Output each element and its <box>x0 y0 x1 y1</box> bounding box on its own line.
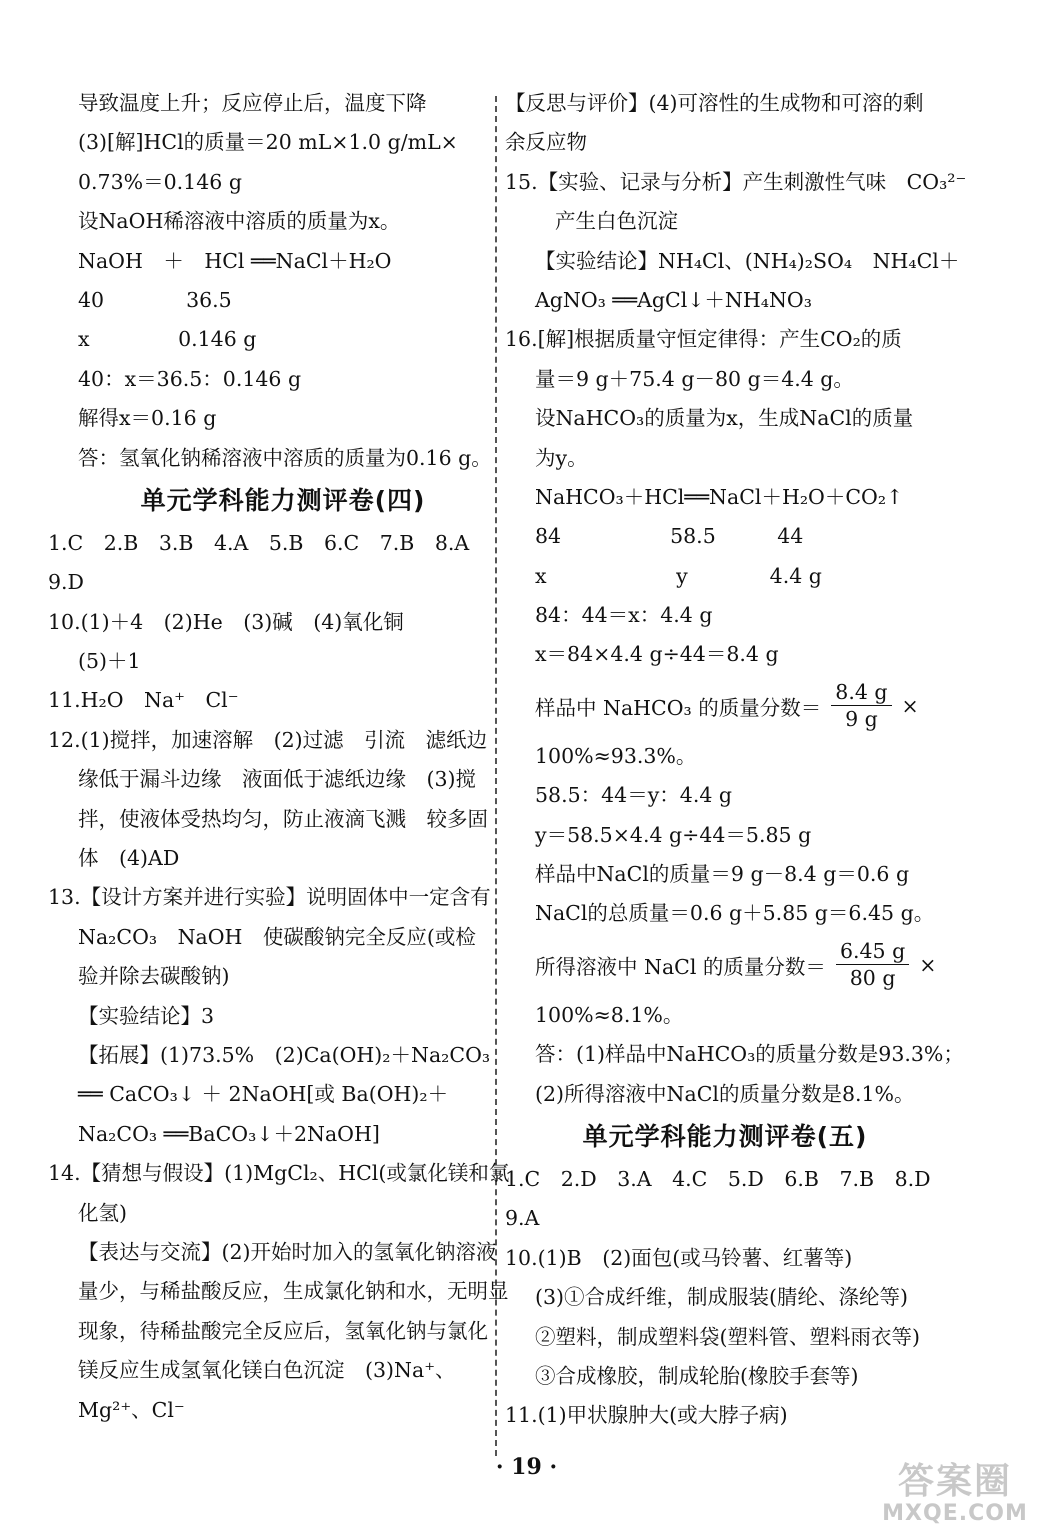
fraction-line <box>505 675 945 737</box>
mc-answers: 9.D <box>48 570 84 595</box>
text-line: ②塑料，制成塑料袋(塑料管、塑料雨衣等) <box>535 1324 920 1349</box>
section-title-5: 单元学科能力测评卷(五) <box>582 1121 868 1151</box>
text-line: 拌，使液体受热均匀，防止液滴飞溅 较多固 <box>78 806 488 831</box>
fraction-numerator: 6.45 g <box>836 938 909 965</box>
text-line: 余反应物 <box>505 130 587 155</box>
text-line: Mg²⁺、Cl⁻ <box>78 1397 185 1422</box>
text-line: 验并除去碳酸钠) <box>78 964 230 989</box>
question-14: 14.【猜想与假设】(1)MgCl₂、HCl(或氯化镁和氯 <box>48 1161 510 1186</box>
fraction-numerator: 8.4 g <box>831 679 891 706</box>
equation-line: 84 58.5 44 <box>535 524 804 549</box>
text-line: (3)①合成纤维，制成服装(腈纶、涤纶等) <box>535 1285 909 1310</box>
answer-line: 答：(1)样品中NaHCO₃的质量分数是93.3%； <box>535 1042 964 1067</box>
text-line: 现象，待稀盐酸完全反应后，氢氧化钠与氯化 <box>78 1318 488 1343</box>
text-line: 导致温度上升；反应停止后，温度下降 <box>78 91 427 115</box>
equation-line: 40 36.5 <box>78 287 232 312</box>
equation-line: ══ CaCO₃↓ ＋ 2NaOH[或 Ba(OH)₂＋ <box>78 1082 449 1107</box>
question-11: 11.(1)甲状腺肿大(或大脖子病) <box>505 1403 788 1428</box>
text-line: 【实验结论】3 <box>78 1003 215 1028</box>
equation-line: NaHCO₃＋HCl══NaCl＋H₂O＋CO₂↑ <box>535 484 904 509</box>
question-15: 15.【实验、记录与分析】产生刺激性气味 CO₃²⁻ <box>505 169 967 194</box>
section-title-4: 单元学科能力测评卷(四) <box>140 485 426 515</box>
text-line: 【表达与交流】(2)开始时加入的氢氧化钠溶液 <box>78 1239 497 1264</box>
text-line: 样品中NaCl的质量＝9 g－8.4 g＝0.6 g <box>535 862 910 887</box>
watermark-bottom: MXQE.COM <box>882 1501 1028 1526</box>
question-13: 13.【设计方案并进行实验】说明固体中一定含有 <box>48 885 491 910</box>
text-line: 为y。 <box>535 445 588 470</box>
equation-line: x 0.146 g <box>78 327 257 352</box>
text-line: 量少，与稀盐酸反应，生成氯化钠和水，无明显 <box>78 1279 509 1304</box>
times-sign: × <box>919 952 937 977</box>
equation-line: Na₂CO₃ ══BaCO₃↓＋2NaOH] <box>78 1121 380 1146</box>
equation-line: x y 4.4 g <box>535 563 822 588</box>
mc-answers: 1.C 2.B 3.B 4.A 5.B 6.C 7.B 8.A <box>48 530 470 555</box>
answer-line: (2)所得溶液中NaCl的质量分数是8.1%。 <box>535 1081 915 1106</box>
text-line: 量＝9 g＋75.4 g－80 g＝4.4 g。 <box>535 366 854 391</box>
times-sign: × <box>901 693 919 718</box>
text-line: 100%≈93.3%。 <box>535 743 697 768</box>
text-line: (3)[解]HCl的质量＝20 mL×1.0 g/mL× <box>78 130 458 155</box>
text-line: NaCl的总质量＝0.6 g＋5.85 g＝6.45 g。 <box>535 901 935 926</box>
text-line: 0.73%＝0.146 g <box>78 169 242 194</box>
watermark-logo <box>870 1462 1040 1530</box>
text-line: 解得x＝0.16 g <box>78 406 217 431</box>
fraction <box>831 679 891 732</box>
fraction-line <box>505 934 945 996</box>
question-12: 12.(1)搅拌，加速溶解 (2)过滤 引流 滤纸边 <box>48 727 488 752</box>
fraction-denominator: 9 g <box>845 707 878 732</box>
text-line: 设NaOH稀溶液中溶质的质量为x。 <box>78 209 401 234</box>
text-line: Na₂CO₃ NaOH 使碳酸钠完全反应(或检 <box>78 924 476 949</box>
fraction-prefix: 所得溶液中 NaCl 的质量分数＝ <box>535 954 826 979</box>
fraction-prefix: 样品中 NaHCO₃ 的质量分数＝ <box>535 695 822 720</box>
question-10: 10.(1)＋4 (2)He (3)碱 (4)氧化铜 <box>48 609 404 634</box>
answer-line: 答：氢氧化钠稀溶液中溶质的质量为0.16 g。 <box>78 445 492 470</box>
text-line: 100%≈8.1%。 <box>535 1002 684 1027</box>
question-10: 10.(1)B (2)面包(或马铃薯、红薯等) <box>505 1245 853 1270</box>
fraction <box>836 938 909 991</box>
mc-answers: 9.A <box>505 1206 540 1231</box>
equation-line: AgNO₃ ══AgCl↓＋NH₄NO₃ <box>535 287 812 312</box>
text-line: 化氢) <box>78 1200 127 1225</box>
watermark-top: 答案圈 <box>897 1461 1012 1502</box>
text-line: 58.5：44＝y：4.4 g <box>535 783 733 808</box>
text-line: (5)＋1 <box>78 649 141 674</box>
question-16: 16.[解]根据质量守恒定律得：产生CO₂的质 <box>505 327 902 352</box>
fraction-denominator: 80 g <box>849 966 896 991</box>
text-line: 产生白色沉淀 <box>555 209 678 234</box>
text-line: y＝58.5×4.4 g÷44＝5.85 g <box>535 822 812 847</box>
text-line: x＝84×4.4 g÷44＝8.4 g <box>535 642 779 667</box>
page-number: · 19 · <box>495 1454 558 1480</box>
text-line: 【拓展】(1)73.5% (2)Ca(OH)₂＋Na₂CO₃ <box>78 1042 491 1067</box>
mc-answers: 1.C 2.D 3.A 4.C 5.D 6.B 7.B 8.D <box>505 1166 931 1191</box>
text-line: ③合成橡胶，制成轮胎(橡胶手套等) <box>535 1363 859 1388</box>
equation-line: NaOH ＋ HCl ══NaCl＋H₂O <box>78 248 392 273</box>
text-line: 镁反应生成氢氧化镁白色沉淀 (3)Na⁺、 <box>78 1358 456 1383</box>
text-line: 【实验结论】NH₄Cl、(NH₄)₂SO₄ NH₄Cl＋ <box>535 248 960 273</box>
text-line: 40：x＝36.5：0.146 g <box>78 366 302 391</box>
text-line: 体 (4)AD <box>78 846 180 871</box>
right-column <box>505 84 967 1436</box>
text-line: 【反思与评价】(4)可溶性的生成物和可溶的剩 <box>505 91 924 115</box>
left-column <box>48 84 510 1430</box>
text-line: 缘低于漏斗边缘 液面低于滤纸边缘 (3)搅 <box>78 767 477 792</box>
text-line: 84：44＝x：4.4 g <box>535 603 713 628</box>
question-11: 11.H₂O Na⁺ Cl⁻ <box>48 688 239 713</box>
text-line: 设NaHCO₃的质量为x，生成NaCl的质量 <box>535 406 914 431</box>
